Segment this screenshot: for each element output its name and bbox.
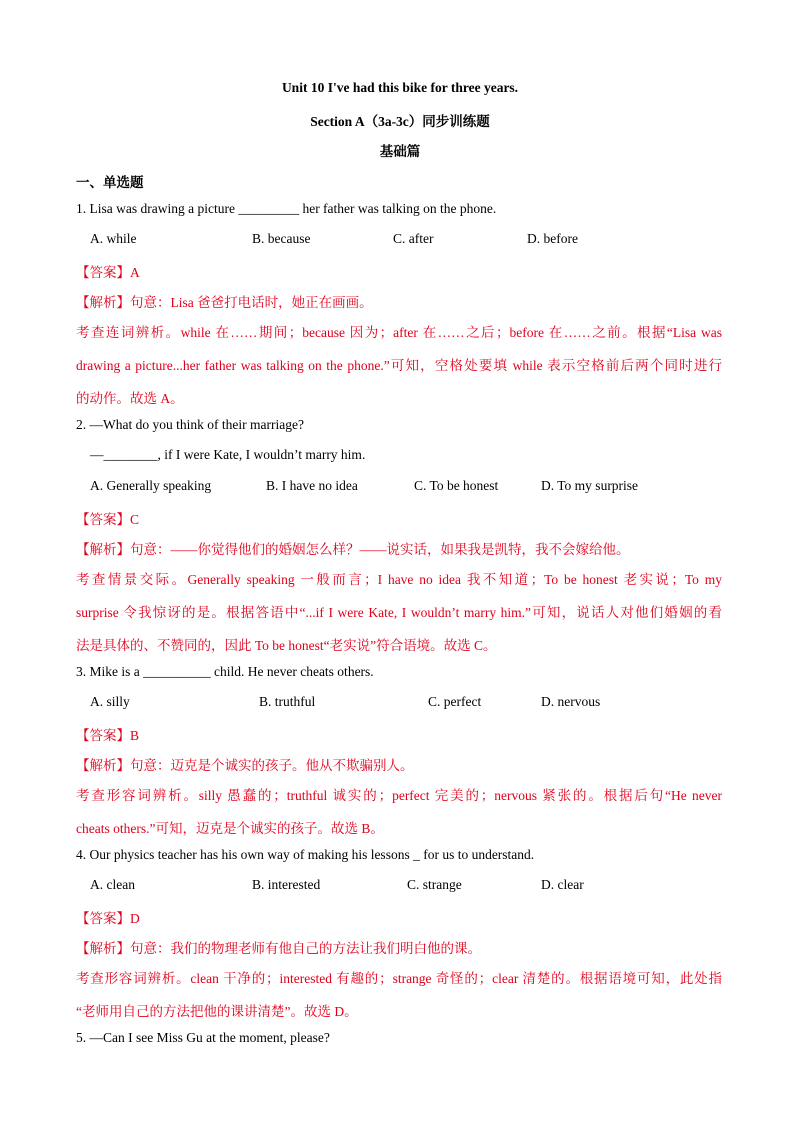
question-2-explain-line-1: 考查情景交际。Generally speaking 一般而言；I have no idea 我不知道；To be honest 老实说；To my (76, 572, 722, 587)
question-2-option-d: D. To my surprise (541, 478, 639, 493)
question-4-option-b: B. interested (252, 877, 321, 892)
question-1-answer: 【答案】A (76, 265, 140, 280)
question-3-explain-head: 【解析】句意：迈克是个诚实的孩子。他从不欺骗别人。 (76, 758, 414, 773)
question-1-option-b: B. because (252, 231, 311, 246)
question-2-option-c: C. To be honest (414, 478, 499, 493)
section-title: Section A（3a-3c）同步训练题 (310, 114, 490, 129)
question-3-answer: 【答案】B (76, 728, 140, 743)
question-3-explain-line-1: 考查形容词辨析。silly 愚蠢的；truthful 诚实的；perfect 完美的；nervous 紧张的。根据后句“He never (76, 788, 722, 803)
question-3-explain-line-2: cheats others.”可知，迈克是个诚实的孩子。故选 B。 (76, 821, 384, 836)
question-4-explain-line-2: “老师用自己的方法把他的课讲清楚”。故选 D。 (76, 1004, 358, 1019)
question-2-option-a: A. Generally speaking (90, 478, 212, 493)
question-4-option-d: D. clear (541, 877, 584, 892)
question-2-answer: 【答案】C (76, 512, 140, 527)
level-title: 基础篇 (379, 144, 421, 159)
question-3-option-d: D. nervous (541, 694, 601, 709)
question-1-explain-line-2: drawing a picture...her father was talking on the phone.”可知，空格处要填 while 表示空格前后两个同时进行 (76, 358, 722, 373)
question-4-option-a: A. clean (90, 877, 135, 892)
question-4-explain-head: 【解析】句意：我们的物理老师有他自己的方法让我们明白他的课。 (76, 941, 481, 956)
question-5-stem: 5. —Can I see Miss Gu at the moment, please? (76, 1030, 330, 1045)
question-2-option-b: B. I have no idea (266, 478, 358, 493)
question-1-explain-line-1: 考查连词辨析。while 在……期间；because 因为；after 在……之后；before 在……之前。根据“Lisa was (76, 325, 722, 340)
question-2-explain-line-3: 法是具体的、不赞同的，因此 To be honest“老实说”符合语境。故选 C。 (76, 638, 497, 653)
question-2-explain-head: 【解析】句意：——你觉得他们的婚姻怎么样？——说实话，如果我是凯特，我不会嫁给他。 (76, 542, 630, 557)
question-1-option-c: C. after (393, 231, 434, 246)
question-1-option-a: A. while (90, 231, 137, 246)
question-4-explain-line-1: 考查形容词辨析。clean 干净的；interested 有趣的；strange 奇怪的；clear 清楚的。根据语境可知，此处指 (76, 971, 722, 986)
question-2-explain-line-2: surprise 令我惊讶的是。根据答语中“...if I were Kate, I wouldn’t marry him.”可知，说话人对他们婚姻的看 (76, 605, 722, 620)
question-3-option-b: B. truthful (259, 694, 316, 709)
question-1-explain-head: 【解析】句意：Lisa 爸爸打电话时，她正在画画。 (76, 295, 373, 310)
question-4-option-c: C. strange (407, 877, 462, 892)
question-4-stem: 4. Our physics teacher has his own way of making his lessons _ for us to understand. (76, 847, 535, 862)
part-heading: 一、单选题 (76, 175, 144, 190)
question-1-explain-line-3: 的动作。故选 A。 (76, 391, 184, 406)
question-3-option-a: A. silly (90, 694, 130, 709)
question-1-stem: 1. Lisa was drawing a picture _________ her father was talking on the phone. (76, 201, 497, 216)
question-3-option-c: C. perfect (428, 694, 482, 709)
question-4-answer: 【答案】D (76, 911, 140, 926)
question-2-stem: 2. —What do you think of their marriage? (76, 417, 304, 432)
document-title: Unit 10 I've had this bike for three years. (281, 80, 519, 95)
question-3-stem: 3. Mike is a __________ child. He never cheats others. (76, 664, 374, 679)
question-2-stem-reply: —________, if I were Kate, I wouldn’t marry him. (90, 447, 366, 462)
question-1-option-d: D. before (527, 231, 578, 246)
